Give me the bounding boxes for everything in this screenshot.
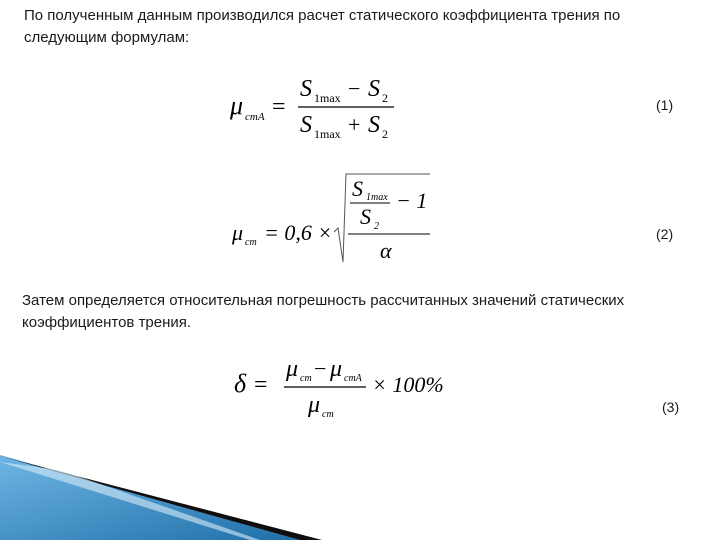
- f1-den-s1: S: [300, 112, 312, 138]
- second-paragraph: Затем определяется относительная погрешность рассчитанных значений статических коэффициентов трения.: [22, 292, 625, 331]
- f3-num-mu1-sub: ст: [300, 373, 312, 384]
- f3-den-mu-sub: ст: [322, 409, 334, 420]
- f1-lhs-mu: μ: [230, 91, 244, 120]
- f1-den-plus: +: [348, 112, 361, 137]
- f2-lhs-mu: μ: [232, 220, 244, 245]
- f3-num-mu1: μ: [286, 356, 299, 382]
- f3-num-mu2: μ: [330, 356, 343, 382]
- f2-minus-one: − 1: [396, 188, 428, 213]
- f1-den-s2-sub: 2: [382, 127, 388, 140]
- f3-times-100-percent: × 100%: [372, 372, 444, 397]
- f2-inner-s2: S: [360, 204, 371, 229]
- f2-inner-s1: S: [352, 176, 363, 201]
- f3-equals: =: [254, 372, 268, 398]
- f1-num-minus: −: [348, 76, 361, 101]
- f2-lhs-sub: ст: [245, 237, 257, 248]
- intro-paragraph: По полученным данным производился расчет статического коэффициента трения по следующим формулам:: [24, 7, 621, 46]
- equation-number-2: (2): [656, 226, 674, 242]
- f1-num-s1: S: [300, 76, 312, 102]
- f1-den-s1-sub: 1max: [314, 127, 341, 140]
- f3-lhs-delta: δ: [234, 369, 247, 398]
- f3-num-minus: −: [314, 356, 327, 381]
- f1-den-s2: S: [368, 112, 380, 138]
- f3-den-mu: μ: [308, 392, 321, 418]
- equation-number-3: (3): [662, 399, 680, 415]
- f2-alpha: α: [380, 238, 392, 263]
- f1-num-s2-sub: 2: [382, 91, 388, 105]
- f1-num-s1-sub: 1max: [314, 91, 341, 105]
- f1-equals: =: [272, 94, 286, 120]
- f3-num-mu2-sub: стA: [344, 373, 362, 384]
- f2-inner-s2-sub: 2: [374, 221, 379, 232]
- f2-inner-s1-sub: 1max: [366, 192, 388, 203]
- f1-lhs-sub: стA: [245, 111, 265, 123]
- equation-number-1: (1): [656, 97, 674, 113]
- f1-num-s2: S: [368, 76, 380, 102]
- f2-coefficient: = 0,6 ×: [264, 220, 333, 245]
